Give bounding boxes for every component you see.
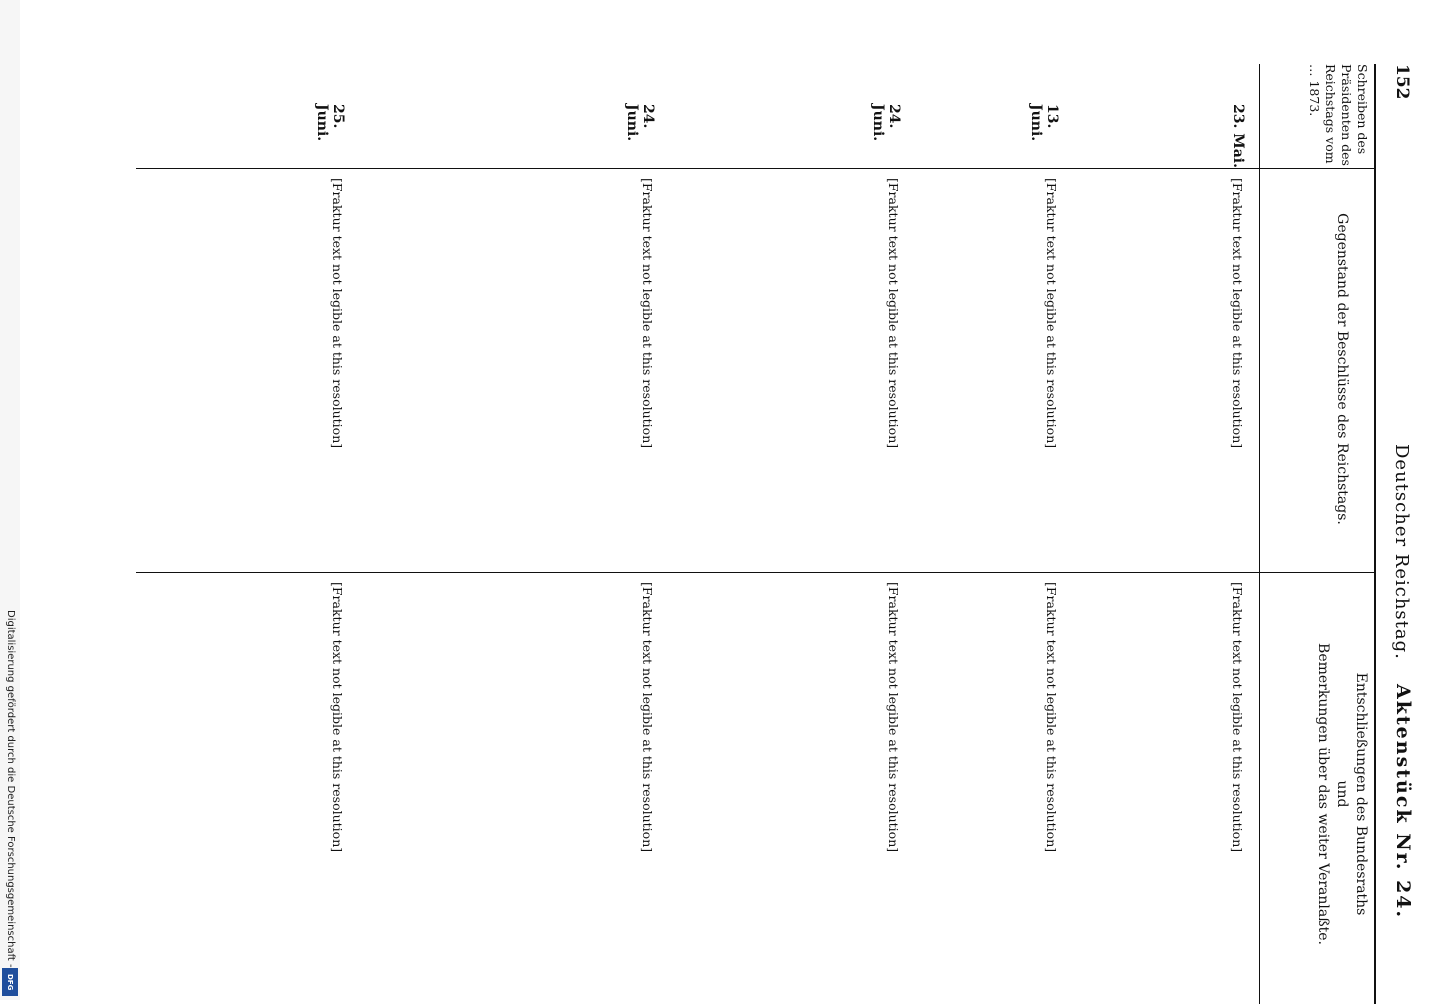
digitization-note: Digitalisierung gefördert durch die Deutsche Forschungsgemeinschaft - [5, 610, 16, 968]
page-header [1380, 64, 1416, 1004]
row-subject: [Fraktur text not legible at this resolution] [330, 178, 345, 449]
column-header-subject: Gegenstand der Beschlüsse des Reichstags. [1334, 213, 1350, 525]
issue-label: Aktenstück Nr. 24. [1392, 684, 1414, 920]
dfg-logo: DFG [2, 968, 18, 996]
row-subject: [Fraktur text not legible at this resolution] [1044, 178, 1059, 449]
remarks-header-line: und [1334, 780, 1350, 808]
row-date: 24. Juni. [870, 104, 902, 142]
column-header-remarks [1270, 584, 1370, 1004]
header-rule [1374, 64, 1376, 1004]
row-subject: [Fraktur text not legible at this resolution] [1230, 178, 1245, 449]
row-date: 13. Juni. [1028, 104, 1060, 142]
row-remark: [Fraktur text not legible at this resolution] [1230, 582, 1245, 853]
row-date: 24. Juni. [624, 104, 656, 142]
column-divider [136, 572, 1376, 573]
row-remark: [Fraktur text not legible at this resolution] [640, 582, 655, 853]
row-date: 25. Juni. [314, 104, 346, 142]
column-divider [136, 168, 1376, 169]
row-remark: [Fraktur text not legible at this resolution] [886, 582, 901, 853]
page-number: 152 [1392, 64, 1412, 100]
column-header-rule [1259, 64, 1260, 1004]
document-page [116, 64, 1416, 1004]
running-title: Deutscher Reichstag. [1391, 444, 1412, 660]
row-date: 23. Mai. [1230, 104, 1246, 168]
row-subject: [Fraktur text not legible at this resolution] [886, 178, 901, 449]
row-remark: [Fraktur text not legible at this resolution] [1044, 582, 1059, 853]
column-header-date: Schreiben des Präsidenten des Reichstags vom … 1873. [1307, 64, 1370, 166]
digitization-sidebar [0, 0, 20, 1000]
remarks-header-line: Entschließungen des Bundesraths [1353, 672, 1369, 916]
row-subject: [Fraktur text not legible at this resolution] [640, 178, 655, 449]
row-remark: [Fraktur text not legible at this resolution] [330, 582, 345, 853]
remarks-header-line: Bemerkungen über das weiter Veranlaßte. [1315, 643, 1331, 945]
